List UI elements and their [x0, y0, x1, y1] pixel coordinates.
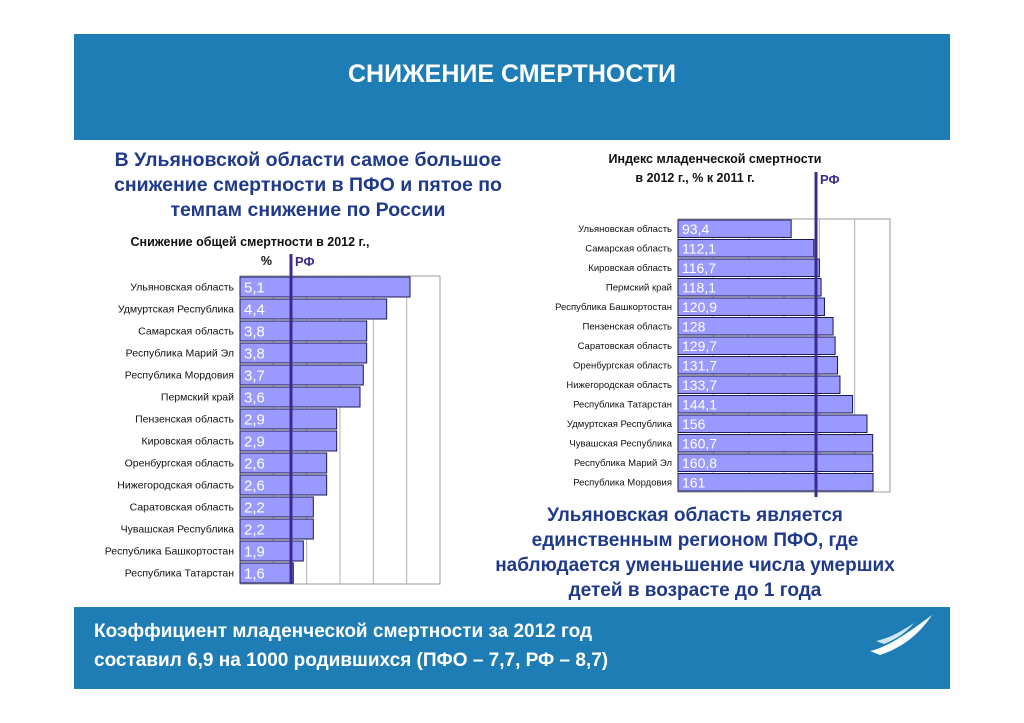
note-line: наблюдается уменьшение числа умерших: [495, 555, 895, 576]
footer-text: [94, 617, 834, 675]
value-label: 160,8: [682, 454, 718, 471]
headline-line: В Ульяновской области самое большое: [114, 149, 502, 171]
value-label: 160,7: [682, 435, 718, 452]
category-label: Кировская область: [588, 263, 672, 275]
conclusion-note: [456, 503, 934, 603]
rf-label: РФ: [295, 254, 315, 269]
value-label: 112,1: [682, 240, 716, 257]
category-label: Чувашская Республика: [120, 523, 234, 536]
left-chart-title-line: Снижение общей смертности в 2012 г.,: [130, 235, 370, 249]
value-label: 2,2: [244, 499, 265, 517]
value-label: 3,6: [244, 389, 265, 407]
wing-logo-icon: [866, 611, 936, 657]
category-label: Республика Башкортостан: [555, 302, 672, 314]
value-label: 129,7: [682, 337, 718, 354]
category-label: Ульяновская область: [578, 224, 672, 236]
value-label: 128: [682, 318, 706, 335]
category-label: Оренбургская область: [573, 360, 672, 372]
value-label: 156: [682, 415, 706, 432]
category-label: Пензенская область: [135, 413, 234, 426]
value-label: 131,7: [682, 357, 718, 374]
category-label: Пензенская область: [582, 321, 672, 333]
category-label: Саратовская область: [577, 341, 672, 353]
headline-line: снижение смертности в ПФО и пятое по: [114, 174, 502, 196]
category-label: Оренбургская область: [124, 457, 234, 470]
category-label: Республика Мордовия: [124, 369, 234, 382]
value-label: 5,1: [244, 279, 265, 297]
value-label: 144,1: [682, 396, 718, 413]
footer-banner: [74, 607, 950, 689]
footer-line: Коэффициент младенческой смертности за 2012 год: [94, 621, 593, 642]
rf-label: РФ: [820, 172, 840, 187]
category-label: Удмуртская Республика: [117, 303, 234, 316]
category-label: Республика Башкортостан: [104, 545, 234, 558]
note-line: Ульяновская область является: [547, 505, 843, 526]
value-label: 2,6: [244, 455, 265, 473]
category-label: Республика Марий Эл: [125, 347, 234, 360]
note-line: детей в возрасте до 1 года: [568, 580, 822, 601]
bar: [678, 474, 873, 492]
category-label: Республика Татарстан: [124, 567, 234, 580]
category-label: Республика Татарстан: [573, 399, 672, 411]
category-label: Чувашская Республика: [569, 438, 672, 450]
value-label: 2,6: [244, 477, 265, 495]
value-label: 2,9: [244, 433, 265, 451]
left-chart-title-unit: %: [260, 254, 272, 268]
value-label: 118,1: [682, 279, 716, 296]
note-line: единственным регионом ПФО, где: [531, 530, 859, 551]
category-label: Ульяновская область: [130, 281, 234, 294]
value-label: 2,9: [244, 411, 265, 429]
category-label: Нижегородская область: [566, 380, 672, 392]
right-chart-title-line: Индекс младенческой смертности: [608, 152, 822, 166]
footer-line: составил 6,9 на 1000 родившихся (ПФО – 7,7, РФ – 8,7): [94, 650, 609, 671]
value-label: 161: [682, 474, 706, 491]
value-label: 133,7: [682, 376, 718, 393]
category-label: Нижегородская область: [117, 479, 234, 492]
right-chart: [555, 172, 890, 497]
right-chart-title-line: в 2012 г., % к 2011 г.: [635, 171, 755, 185]
value-label: 116,7: [682, 259, 716, 276]
value-label: 2,2: [244, 521, 265, 539]
category-label: Республика Мордовия: [573, 477, 672, 489]
category-label: Удмуртская Республика: [566, 419, 672, 431]
value-label: 3,8: [244, 323, 265, 341]
page-title: СНИЖЕНИЕ СМЕРТНОСТИ: [347, 60, 676, 88]
category-label: Республика Марий Эл: [573, 458, 672, 470]
category-label: Кировская область: [141, 435, 234, 448]
value-label: 3,8: [244, 345, 265, 363]
value-label: 4,4: [244, 301, 265, 319]
value-label: 1,6: [244, 565, 265, 583]
value-label: 120,9: [682, 298, 718, 315]
value-label: 93,4: [682, 220, 710, 237]
category-label: Саратовская область: [129, 501, 234, 514]
left-chart: [105, 254, 440, 584]
bar: [240, 277, 410, 297]
headline-line: темпам снижение по России: [170, 199, 446, 221]
category-label: Пермский край: [605, 282, 672, 294]
bar: [678, 415, 867, 433]
value-label: 3,7: [244, 367, 265, 385]
category-label: Самарская область: [138, 325, 234, 338]
category-label: Пермский край: [160, 391, 234, 404]
category-label: Самарская область: [585, 243, 672, 255]
value-label: 1,9: [244, 543, 265, 561]
